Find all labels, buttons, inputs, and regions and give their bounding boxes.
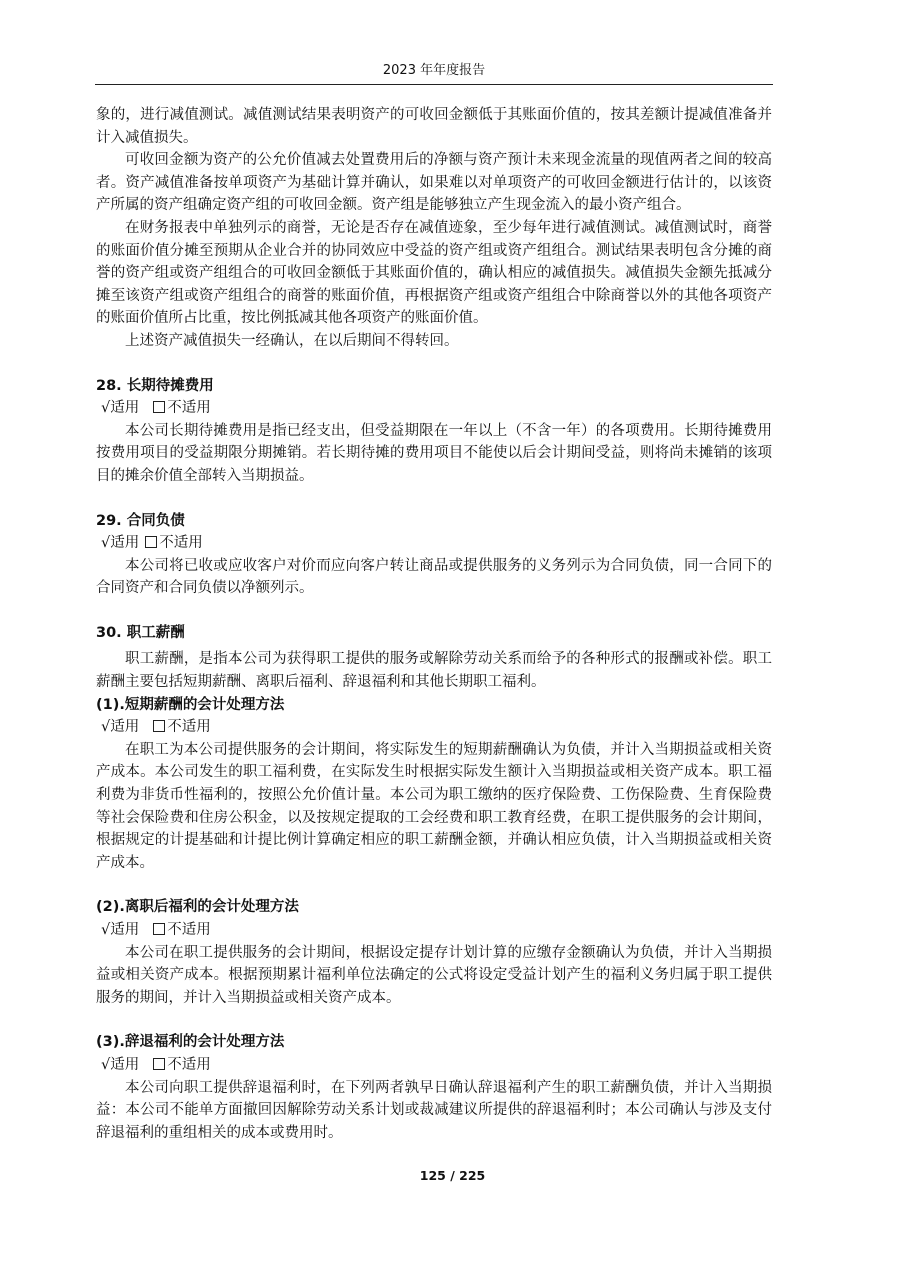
- checkbox-icon: [145, 536, 157, 548]
- paragraph: 本公司将已收或应收客户对价而应向客户转让商品或提供服务的义务列示为合同负债，同一合同下的合同资产和合同负债以净额列示。: [96, 557, 772, 597]
- section-title-30: 30. 职工薪酬: [96, 624, 185, 641]
- paragraph: 在职工为本公司提供服务的会计期间，将实际发生的短期薪酬确认为负债，并计入当期损益或相关资产成本。本公司发生的职工福利费，在实际发生时根据实际发生额计入当期损益或相关资产成本。职工福利费为非货币性福利的，按照公允价值计量。本公司为职工缴纳的医疗保险费、工伤保险费、生育保险费等社会保险费和住房公积金，以及按规定提取的工会经费和职工教育经费，在职工提供服务的会计期间，根据规定的计提基础和计提比例计算确定相应的职工薪酬金额，并确认相应负债，计入当期损益或相关资产成本。: [96, 741, 772, 871]
- applicability-row: [96, 716, 772, 739]
- subsection-title-1: (1).短期薪酬的会计处理方法: [96, 696, 285, 713]
- subsection-title-3: (3).辞退福利的会计处理方法: [96, 1034, 285, 1051]
- page-header: [95, 62, 773, 85]
- applicable-checked: √适用: [101, 1056, 140, 1073]
- applicability-row: [96, 1054, 772, 1077]
- paragraph: 可收回金额为资产的公允价值减去处置费用后的净额与资产预计未来现金流量的现值两者之间的较高者。资产减值准备按单项资产为基础计算并确认，如果难以对单项资产的可收回金额进行估计的，以该资产所属的资产组确定资产组的可收回金额。资产组是能够独立产生现金流入的最小资产组合。: [96, 152, 772, 214]
- checkbox-icon: [153, 1058, 165, 1070]
- not-applicable-label: 不适用: [167, 719, 211, 736]
- not-applicable-label: 不适用: [159, 535, 203, 552]
- applicable-checked: √适用: [101, 719, 140, 736]
- applicability-row: [96, 919, 772, 942]
- checkbox-icon: [153, 923, 165, 935]
- checkbox-icon: [153, 401, 165, 413]
- paragraph: 在财务报表中单独列示的商誉，无论是否存在减值迹象，至少每年进行减值测试。减值测试时，商誉的账面价值分摊至预期从企业合并的协同效应中受益的资产组或资产组组合。测试结果表明包含分摊的商誉的资产组或资产组组合的可收回金额低于其账面价值的，确认相应的减值损失。减值损失金额先抵减分摊至该资产组或资产组组合的商誉的账面价值，再根据资产组或资产组组合中除商誉以外的其他各项资产的账面价值所占比重，按比例抵减其他各项资产的账面价值。: [96, 219, 772, 327]
- applicable-checked: √适用: [101, 922, 140, 938]
- paragraph: 本公司在职工提供服务的会计期间，根据设定提存计划计算的应缴存金额确认为负债，并计入当期损益或相关资产成本。根据预期累计福利单位法确定的公式将设定受益计划产生的福利义务归属于职工提供服务的期间，并计入当期损益或相关资产成本。: [96, 944, 772, 1006]
- page-footer: [0, 1168, 905, 1183]
- section-title-28: 28. 长期待摊费用: [96, 377, 214, 394]
- applicable-checked: √适用: [101, 535, 140, 552]
- applicability-row: [96, 397, 772, 420]
- paragraph: 上述资产减值损失一经确认，在以后期间不得转回。: [125, 332, 459, 349]
- checkbox-icon: [153, 720, 165, 732]
- paragraph: 职工薪酬，是指本公司为获得职工提供的服务或解除劳动关系而给予的各种形式的报酬或补偿。职工薪酬主要包括短期薪酬、离职后福利、辞退福利和其他长期职工福利。: [96, 651, 772, 691]
- document-body: [96, 104, 772, 1144]
- applicability-row: [96, 532, 772, 555]
- subsection-title-2: (2).离职后福利的会计处理方法: [96, 899, 299, 916]
- not-applicable-label: 不适用: [167, 922, 211, 938]
- not-applicable-label: 不适用: [167, 400, 211, 417]
- page-number: 125 / 225: [419, 1168, 486, 1183]
- paragraph: 象的，进行减值测试。减值测试结果表明资产的可收回金额低于其账面价值的，按其差额计提减值准备并计入减值损失。: [96, 107, 772, 146]
- section-title-29: 29. 合同负债: [96, 512, 185, 529]
- paragraph: 本公司向职工提供辞退福利时，在下列两者孰早日确认辞退福利产生的职工薪酬负债，并计入当期损益：本公司不能单方面撤回因解除劳动关系计划或裁减建议所提供的辞退福利时；本公司确认与涉及支付辞退福利的重组相关的成本或费用时。: [96, 1079, 772, 1141]
- applicable-checked: √适用: [101, 400, 140, 417]
- paragraph: 本公司长期待摊费用是指已经支出，但受益期限在一年以上（不含一年）的各项费用。长期待摊费用按费用项目的受益期限分期摊销。若长期待摊的费用项目不能使以后会计期间受益，则将尚未摊销的该项目的摊余价值全部转入当期损益。: [96, 422, 772, 484]
- report-title: 2023 年年度报告: [382, 63, 486, 78]
- not-applicable-label: 不适用: [167, 1056, 211, 1073]
